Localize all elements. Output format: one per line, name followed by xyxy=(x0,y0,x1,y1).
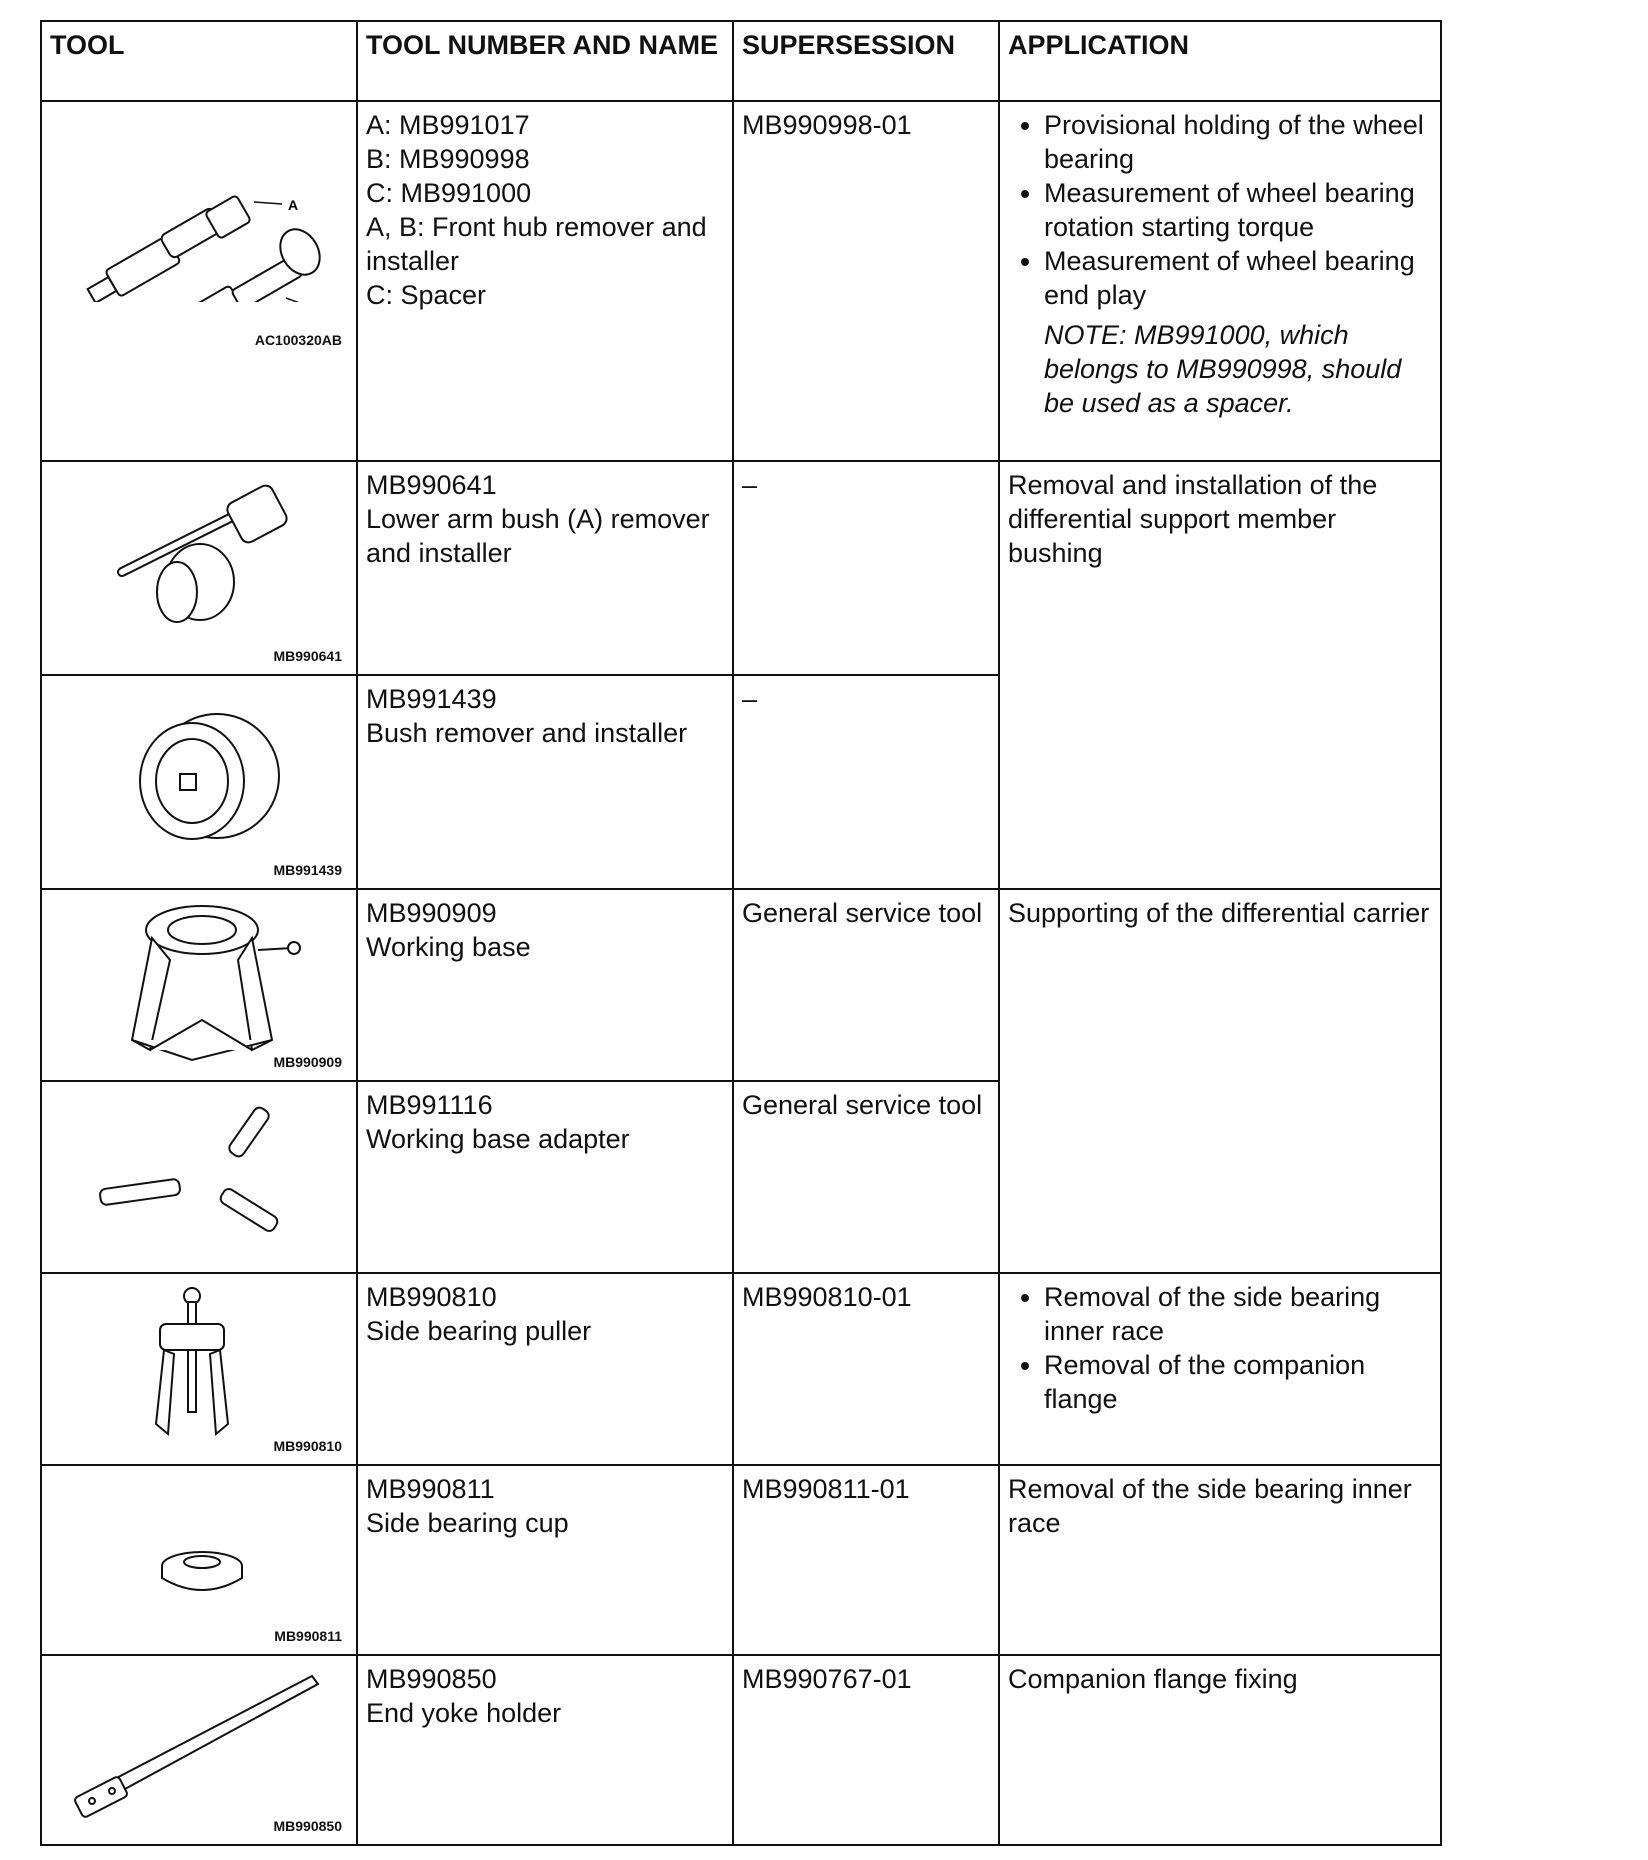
name-line: MB991439 xyxy=(366,684,497,714)
tool-illustration-cell xyxy=(41,1081,357,1273)
application-cell xyxy=(999,1273,1441,1465)
application-item: • Removal of the companion flange xyxy=(1044,1348,1432,1416)
supersession-cell: MB990767-01 xyxy=(733,1655,999,1845)
bush-remover-illustration xyxy=(42,462,358,662)
tool-code: MB990641 xyxy=(273,648,342,664)
header-row xyxy=(41,21,1441,101)
name-line: MB990850 xyxy=(366,1664,497,1694)
name-line: A, B: Front hub remover and installer xyxy=(366,212,707,276)
table-row xyxy=(41,101,1441,461)
supersession-cell: MB990998-01 xyxy=(733,101,999,461)
tool-number-cell xyxy=(357,1273,733,1465)
tool-code: MB990811 xyxy=(274,1628,342,1644)
name-line: Working base xyxy=(366,932,531,962)
working-base-adapter-illustration xyxy=(42,1082,358,1272)
application-item: • Measurement of wheel bearing end play xyxy=(1044,244,1432,312)
application-list xyxy=(1008,1280,1432,1416)
name-line: Working base adapter xyxy=(366,1124,630,1154)
name-line: MB990811 xyxy=(366,1474,495,1504)
table-row xyxy=(41,889,1441,1081)
tool-number-cell xyxy=(357,101,733,461)
table-row xyxy=(41,461,1441,675)
tool-illustration-cell xyxy=(41,1273,357,1465)
tool-illustration-cell xyxy=(41,889,357,1081)
tool-illustration-cell xyxy=(41,461,357,675)
application-cell: Companion flange fixing xyxy=(999,1655,1441,1845)
tool-number-cell xyxy=(357,675,733,889)
label-b xyxy=(312,301,322,302)
application-cell: Supporting of the differential carrier xyxy=(999,889,1441,1273)
label-a: A xyxy=(288,197,299,213)
working-base-illustration xyxy=(42,890,358,1080)
name-line: A: MB991017 xyxy=(366,110,530,140)
supersession-cell: General service tool xyxy=(733,1081,999,1273)
tool-number-cell xyxy=(357,461,733,675)
tool-code: MB991439 xyxy=(273,862,342,878)
name-line: B: MB990998 xyxy=(366,144,530,174)
application-cell: Removal and installation of the differential support member bushing xyxy=(999,461,1441,889)
name-line: Side bearing cup xyxy=(366,1508,569,1538)
name-line: End yoke holder xyxy=(366,1698,562,1728)
header-number-name: TOOL NUMBER AND NAME xyxy=(357,21,733,101)
special-tools-table xyxy=(40,20,1442,1846)
name-line: Lower arm bush (A) remover and installer xyxy=(366,504,710,568)
side-bearing-puller-illustration xyxy=(42,1274,358,1464)
supersession-cell: – xyxy=(733,675,999,889)
application-item: • Provisional holding of the wheel bearing xyxy=(1044,108,1432,176)
front-hub-tool-illustration xyxy=(42,102,358,302)
application-item: • Removal of the side bearing inner race xyxy=(1044,1280,1432,1348)
supersession-cell: – xyxy=(733,461,999,675)
name-line: MB990641 xyxy=(366,470,497,500)
table-row xyxy=(41,1655,1441,1845)
table-row xyxy=(41,1465,1441,1655)
application-note: NOTE: MB991000, which belongs to MB990998, should be used as a spacer. xyxy=(1044,320,1402,418)
tool-code: MB990909 xyxy=(273,1054,342,1070)
tool-number-cell xyxy=(357,889,733,1081)
name-line: MB991116 xyxy=(366,1090,493,1120)
name-line: C: MB991000 xyxy=(366,178,532,208)
name-line: MB990810 xyxy=(366,1282,497,1312)
tool-number-cell xyxy=(357,1081,733,1273)
bush-installer-illustration xyxy=(42,676,358,876)
header-tool: TOOL xyxy=(41,21,357,101)
application-cell: Removal of the side bearing inner race xyxy=(999,1465,1441,1655)
name-line: Bush remover and installer xyxy=(366,718,688,748)
name-line: C: Spacer xyxy=(366,280,487,310)
supersession-cell: MB990811-01 xyxy=(733,1465,999,1655)
header-supersession: SUPERSESSION xyxy=(733,21,999,101)
tool-code: AC100320AB xyxy=(254,332,342,348)
application-item: • Measurement of wheel bearing rotation starting torque xyxy=(1044,176,1432,244)
name-line: Side bearing puller xyxy=(366,1316,592,1346)
tool-illustration-cell xyxy=(41,101,357,461)
name-line: MB990909 xyxy=(366,898,497,928)
tool-illustration-cell xyxy=(41,1655,357,1845)
tool-illustration-cell xyxy=(41,1465,357,1655)
tool-code: MB990850 xyxy=(273,1818,342,1834)
application-cell xyxy=(999,101,1441,461)
tool-number-cell xyxy=(357,1465,733,1655)
supersession-cell: MB990810-01 xyxy=(733,1273,999,1465)
supersession-cell: General service tool xyxy=(733,889,999,1081)
header-application: APPLICATION xyxy=(999,21,1441,101)
table-row xyxy=(41,1273,1441,1465)
tool-code: MB990810 xyxy=(273,1438,342,1454)
tool-illustration-cell xyxy=(41,675,357,889)
application-list xyxy=(1008,108,1432,312)
tool-number-cell xyxy=(357,1655,733,1845)
